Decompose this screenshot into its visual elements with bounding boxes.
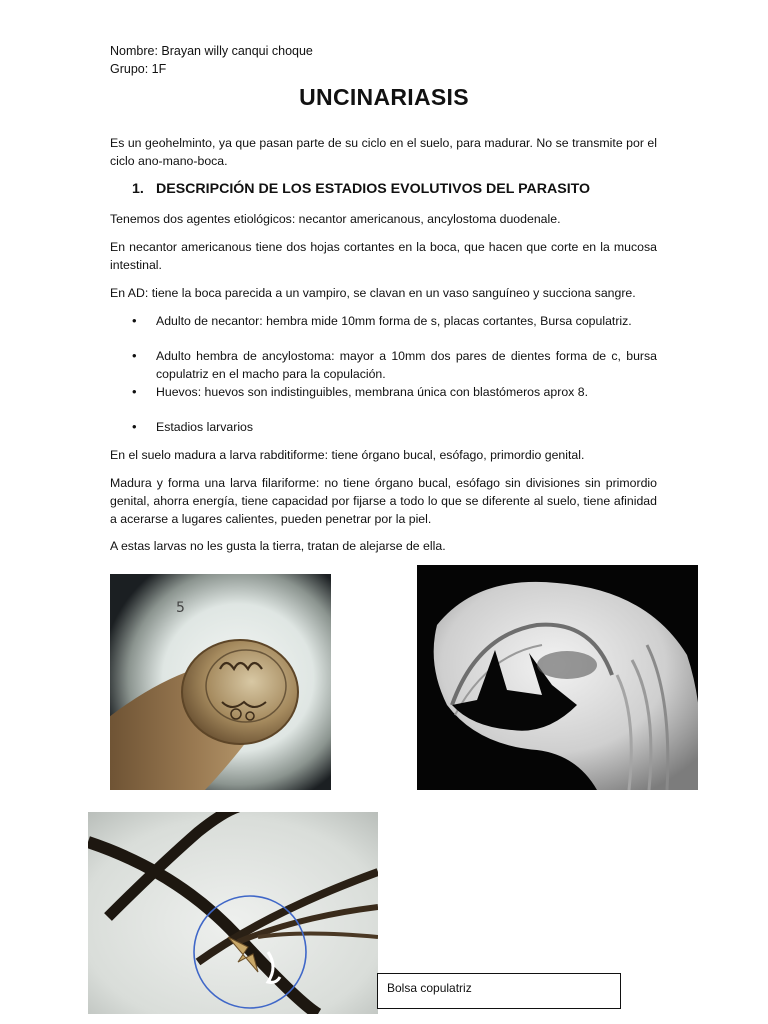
larva-head-photo (110, 574, 331, 790)
hookworm-mouth-photo (417, 565, 698, 790)
section-number: 1. (132, 181, 144, 197)
bullet-text: Adulto de necantor: hembra mide 10mm forma de s, placas cortantes, Bursa copulatriz. (156, 314, 632, 328)
bursa-photo (88, 812, 378, 1014)
paragraph-rabditiforme: En el suelo madura a larva rabditiforme: tiene órgano bucal, esófago, primordio genital. (110, 448, 585, 462)
bullet-icon: • (132, 313, 137, 328)
bullet-icon: • (132, 419, 137, 434)
bullet-item (132, 347, 657, 383)
photo-mark: 5 (176, 600, 185, 616)
bullet-item (132, 312, 657, 330)
section-heading-text: DESCRIPCIÓN DE LOS ESTADIOS EVOLUTIVOS DEL PARASITO (156, 181, 591, 197)
bullet-text: Huevos: huevos son indistinguibles, membrana única con blastómeros aprox 8. (156, 385, 588, 399)
paragraph-tierra: A estas larvas no les gusta la tierra, tratan de alejarse de ella. (110, 539, 446, 553)
student-group: Grupo: 1F (110, 62, 167, 76)
paragraph-necantor: En necantor americanous tiene dos hojas cortantes en la boca, que hacen que corte en la mucosa intestinal. (110, 240, 657, 272)
intro-paragraph: Es un geohelminto, ya que pasan parte de su ciclo en el suelo, para madurar. No se transmite por el ciclo ano-mano-boca. (110, 136, 657, 168)
bullet-item (132, 418, 657, 436)
bullet-icon: • (132, 348, 137, 363)
paragraph-filariforme: Madura y forma una larva filariforme: no tiene órgano bucal, esófago sin divisiones sin primordio genital, ahorra energía, tiene capacidad por fijarse a todo lo que se diferente al suelo, tiene afinidad a acerarse a lugares calientes, pueden penetrar por la piel. (110, 476, 657, 526)
page-title: UNCINARIASIS (299, 84, 469, 110)
student-name: Nombre: Brayan willy canqui choque (110, 44, 313, 58)
bullet-text: Adulto hembra de ancylostoma: mayor a 10mm dos pares de dientes forma de c, bursa copulatriz en el macho para la copulación. (156, 349, 657, 381)
bullet-item (132, 383, 657, 401)
paragraph-agents: Tenemos dos agentes etiológicos: necantor americanous, ancylostoma duodenale. (110, 212, 561, 226)
section-heading (132, 180, 590, 198)
figure-caption: Bolsa copulatriz (377, 973, 621, 1009)
bullet-icon: • (132, 384, 137, 399)
bullet-text: Estadios larvarios (156, 420, 254, 434)
paragraph-ad: En AD: tiene la boca parecida a un vampiro, se clavan en un vaso sanguíneo y succiona sangre. (110, 286, 636, 300)
